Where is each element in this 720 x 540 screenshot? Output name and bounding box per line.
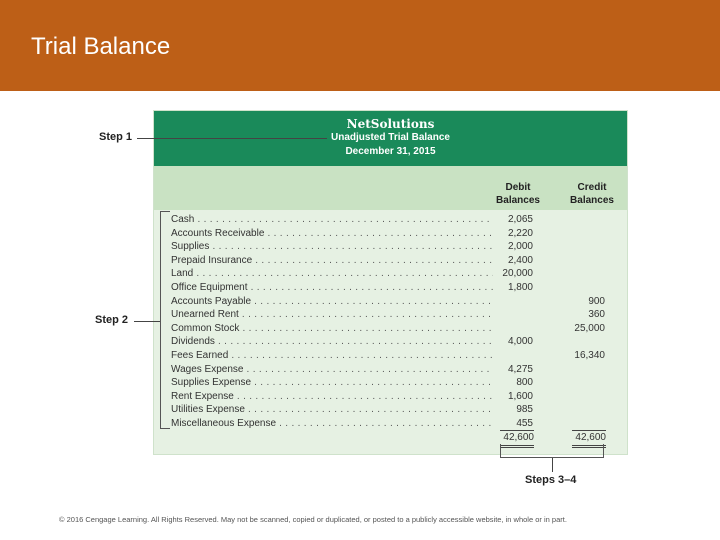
account-name: Miscellaneous Expense . . . bbox=[171, 417, 493, 431]
account-name: Accounts Receivable . . . bbox=[171, 227, 493, 241]
table-row bbox=[154, 213, 627, 227]
steps-3-4-label: Steps 3–4 bbox=[525, 474, 577, 486]
debit-amount: 2,065 bbox=[507, 214, 533, 225]
table-row bbox=[154, 281, 627, 295]
debit-amount: 800 bbox=[516, 377, 533, 389]
account-rows bbox=[154, 213, 627, 431]
debit-total-underline bbox=[500, 430, 534, 431]
account-name: Rent Expense . . . bbox=[171, 390, 493, 404]
step-2-connector bbox=[134, 321, 160, 322]
table-row bbox=[154, 240, 627, 254]
account-name: Unearned Rent . . . bbox=[171, 308, 493, 322]
table-row bbox=[154, 390, 627, 404]
copyright-footer: © 2016 Cengage Learning. All Rights Reserved. May not be scanned, copied or duplicated, or posted to a publicly accessible website, in whole or in part. bbox=[59, 515, 567, 524]
table-row bbox=[154, 417, 627, 431]
debit-amount: 20,000 bbox=[502, 268, 533, 280]
debit-total: 42,600 bbox=[503, 432, 534, 443]
account-name: Office Equipment . . . bbox=[171, 281, 493, 295]
debit-amount: 1,600 bbox=[507, 390, 533, 402]
trial-balance-panel bbox=[153, 110, 628, 455]
table-row bbox=[154, 295, 627, 309]
step-2-bracket bbox=[160, 211, 170, 429]
debit-amount: 985 bbox=[516, 404, 533, 416]
account-name: Dividends . . . bbox=[171, 335, 493, 349]
company-name: NetSolutions bbox=[346, 117, 435, 131]
debit-amount: 2,000 bbox=[507, 241, 533, 253]
credit-total-underline bbox=[572, 430, 606, 431]
account-name: Fees Earned . . . bbox=[171, 349, 493, 363]
table-row bbox=[154, 267, 627, 281]
account-name: Supplies Expense . . . bbox=[171, 376, 493, 390]
account-name: Supplies . . . bbox=[171, 240, 493, 254]
steps-3-4-bracket bbox=[500, 444, 604, 458]
table-row bbox=[154, 322, 627, 336]
credit-amount: 360 bbox=[588, 309, 605, 321]
table-row bbox=[154, 254, 627, 268]
column-header-band bbox=[154, 166, 627, 210]
step-2-label: Step 2 bbox=[95, 314, 129, 326]
credit-amount: 900 bbox=[588, 295, 605, 307]
debit-amount: 4,000 bbox=[507, 336, 533, 348]
credit-total: 42,600 bbox=[575, 432, 606, 443]
account-name: Common Stock . . . bbox=[171, 322, 493, 336]
slide-title: Trial Balance bbox=[31, 33, 171, 60]
table-row bbox=[154, 403, 627, 417]
debit-amount: 455 bbox=[516, 417, 533, 429]
account-name: Wages Expense . . . bbox=[171, 363, 493, 377]
table-row bbox=[154, 335, 627, 349]
debit-amount: 4,275 bbox=[507, 363, 533, 375]
debit-amount: 2,220 bbox=[507, 227, 533, 239]
debit-amount: 1,800 bbox=[507, 281, 533, 293]
debit-column-header: Debit Balances bbox=[496, 182, 540, 206]
table-row bbox=[154, 363, 627, 377]
credit-column-header: Credit Balances bbox=[570, 182, 614, 206]
account-name: Land . . . bbox=[171, 267, 493, 281]
table-row bbox=[154, 349, 627, 363]
credit-amount: 25,000 bbox=[574, 322, 605, 334]
account-name: Accounts Payable . . . bbox=[171, 295, 493, 309]
account-name: Prepaid Insurance . . . bbox=[171, 254, 493, 268]
report-date: December 31, 2015 bbox=[345, 146, 436, 157]
credit-amount: 16,340 bbox=[574, 349, 605, 361]
account-name: Cash . . . bbox=[171, 213, 493, 227]
account-name: Utilities Expense . . . bbox=[171, 403, 493, 417]
table-row bbox=[154, 227, 627, 241]
table-row bbox=[154, 308, 627, 322]
steps-3-4-connector bbox=[552, 458, 553, 472]
table-row bbox=[154, 376, 627, 390]
step-1-connector bbox=[137, 138, 327, 139]
step-1-label: Step 1 bbox=[99, 131, 133, 143]
report-name: Unadjusted Trial Balance bbox=[331, 132, 450, 143]
debit-amount: 2,400 bbox=[507, 254, 533, 266]
